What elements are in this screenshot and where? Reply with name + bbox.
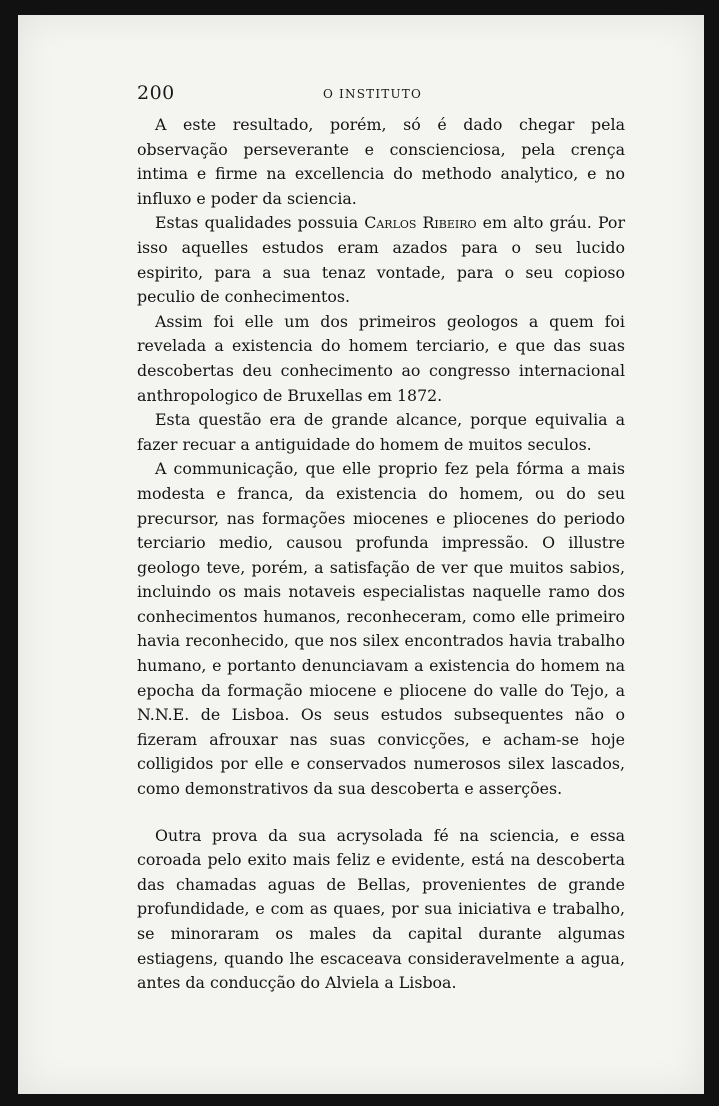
paragraph-qualities [137, 211, 625, 309]
body-text [137, 113, 625, 996]
page-number: 200 [137, 82, 175, 104]
paragraph-qualities-before: Estas qualidades possuia [155, 213, 365, 233]
running-title: O INSTITUTO [323, 87, 423, 101]
paragraph-communication: A communicação, que elle proprio fez pela fórma a mais modesta e franca, da existencia do homem, ou do seu precursor, nas formações miocenes e pliocenes do periodo terciario medio, causou profunda impressão. O illustre geologo teve, porém, a satisfação de ver que muitos sabios, incluindo os mais notaveis especialistas naquelle ramo dos conhecimentos humanos, reconheceram, como elle primeiro havia reconhecido, que nos silex encontrados havia trabalho humano, e portanto denunciavam a existencia do homem na epocha da formação miocene e pliocene do valle do Tejo, a N.N.E. de Lisboa. Os seus estudos subsequentes não o fizeram afrouxar nas suas convicções, e acham-se hoje colligidos por elle e conservados numerosos silex lascados, como demonstrativos da sua descoberta e asserções. [137, 459, 625, 799]
paragraph-observation: A este resultado, porém, só é dado chegar pela observação perseverante e conscienciosa, pela crença intima e firme na excellencia do methodo analytico, e no influxo e poder da sciencia. [137, 115, 625, 208]
paragraph-question: Esta questão era de grande alcance, porque equivalia a fazer recuar a antiguidade do homem de muitos seculos. [137, 410, 625, 454]
page-header [137, 82, 625, 112]
person-name-carlos-ribeiro: Carlos Ribeiro [364, 213, 477, 233]
paragraph-tertiary-man: Assim foi elle um dos primeiros geologos a quem foi revelada a existencia do homem terciario, e que das suas descobertas deu conhecimento ao congresso internacional anthropologico de Bruxellas em 1872. [137, 311, 625, 405]
paragraph-bellas-waters: Outra prova da sua acrysolada fé na sciencia, e essa coroada pelo exito mais feliz e evidente, está na descoberta das chamadas aguas de Bellas, provenientes de grande profundidade, e com as quaes, por sua iniciativa e trabalho, se minoraram os males da capital durante algumas estiagens, quando lhe escaceava consideravelmente a agua, antes da conducção do Alviela a Lisboa. [137, 825, 625, 993]
paragraph-qualities-after: em alto gráu. Por isso aquelles estudos eram azados para o seu lucido espirito, para a sua tenaz vontade, para o seu copioso peculio de conhecimentos. [137, 213, 625, 307]
